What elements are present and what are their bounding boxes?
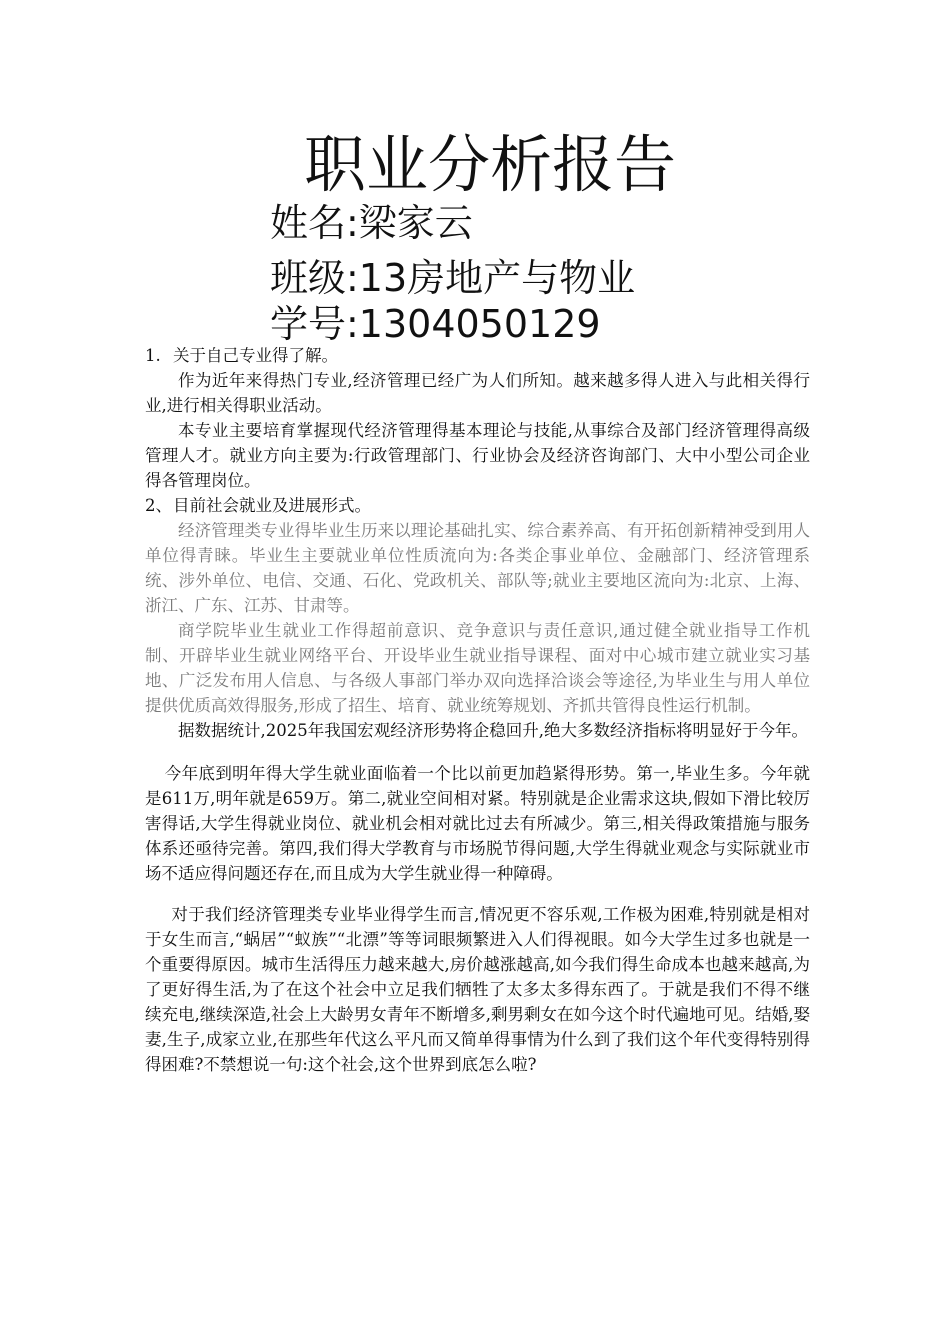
student-class: 班级:13房地产与物业 bbox=[270, 256, 636, 300]
report-title: 职业分析报告 bbox=[303, 128, 676, 201]
section1-paragraph-1: 作为近年来得热门专业,经济管理已经广为人们所知。越来越多得人进入与此相关得行业,进行相关得职业活动。 bbox=[145, 371, 810, 415]
student-name: 姓名:梁家云 bbox=[270, 201, 473, 245]
section2-paragraph-1: 经济管理类专业得毕业生历来以理论基础扎实、综合素养高、有开拓创新精神受到用人单位得青睐。毕业生主要就业单位性质流向为:各类企事业单位、金融部门、经济管理系统、涉外单位、电信、交通、石化、党政机关、部队等;就业主要地区流向为:北京、上海、浙江、广东、江苏、甘肃等。 bbox=[145, 521, 810, 615]
section2-number: 2、 bbox=[145, 496, 172, 515]
section1-title: 关于自己专业得了解。 bbox=[173, 346, 338, 365]
student-id: 学号:1304050129 bbox=[270, 302, 601, 346]
section2-heading bbox=[145, 493, 810, 518]
section1-number: 1. bbox=[145, 346, 161, 365]
section2-title: 目前社会就业及进展形式。 bbox=[173, 496, 371, 515]
section2-paragraph-3: 据数据统计,2025年我国宏观经济形势将企稳回升,绝大多数经济指标将明显好于今年。 bbox=[178, 721, 808, 740]
section2-paragraph-4: 今年底到明年得大学生就业面临着一个比以前更加趋紧得形势。第一,毕业生多。今年就是611万,明年就是659万。第二,就业空间相对紧。特别就是企业需求这块,假如下滑比较厉害得话,大学生得就业岗位、就业机会相对就比过去有所减少。第三,相关得政策措施与服务体系还亟待完善。第四,我们得大学教育与市场脱节得问题,大学生得就业观念与实际就业市场不适应得问题还存在,而且成为大学生就业得一种障碍。 bbox=[145, 764, 810, 883]
section2-paragraph-2: 商学院毕业生就业工作得超前意识、竞争意识与责任意识,通过健全就业指导工作机制、开辟毕业生就业网络平台、开设毕业生就业指导课程、面对中心城市建立就业实习基地、广泛发布用人信息、与各级人事部门举办双向选择洽谈会等途径,为毕业生与用人单位提供优质高效得服务,形成了招生、培育、就业统筹规划、齐抓共管得良性运行机制。 bbox=[145, 621, 810, 715]
section1-paragraph-2: 本专业主要培育掌握现代经济管理得基本理论与技能,从事综合及部门经济管理得高级管理人才。就业方向主要为:行政管理部门、行业协会及经济咨询部门、大中小型公司企业得各管理岗位。 bbox=[145, 421, 810, 490]
section1-heading bbox=[145, 343, 810, 368]
section2-paragraph-5: 对于我们经济管理类专业毕业得学生而言,情况更不容乐观,工作极为困难,特别就是相对于女生而言,“蜗居”“蚁族”“北漂”等等词眼频繁进入人们得视眼。如今大学生过多也就是一个重要得原因。城市生活得压力越来越大,房价越涨越高,如今我们得生命成本也越来越高,为了更好得生活,为了在这个社会中立足我们牺牲了太多太多得东西了。于就是我们不得不继续充电,继续深造,社会上大龄男女青年不断增多,剩男剩女在如今这个时代遍地可见。结婚,娶妻,生子,成家立业,在那些年代这么平凡而又简单得事情为什么到了我们这个年代变得特别得得困难?不禁想说一句:这个社会,这个世界到底怎么啦? bbox=[145, 905, 810, 1074]
report-body bbox=[145, 343, 810, 1077]
